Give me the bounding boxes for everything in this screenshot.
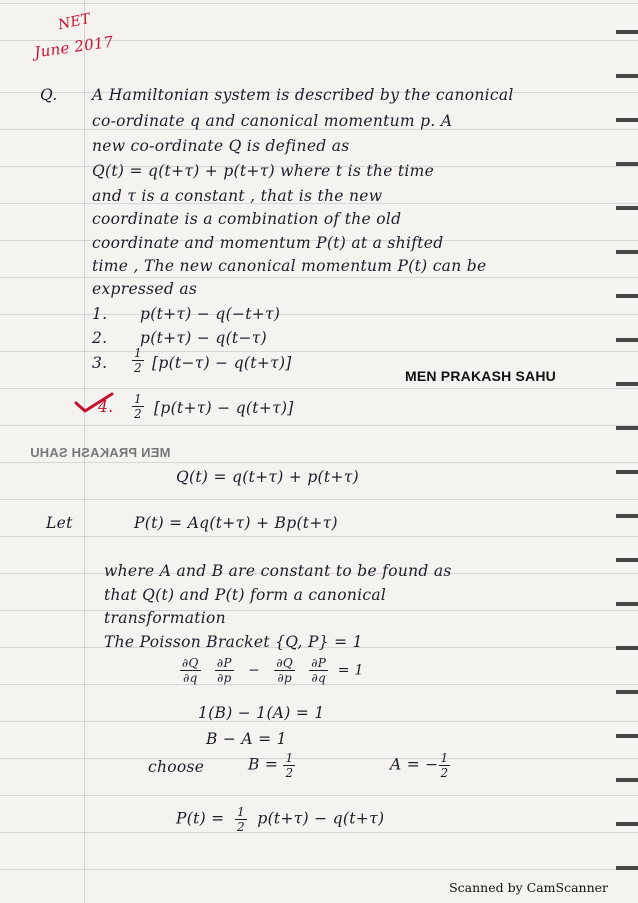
a-denominator: 2	[440, 766, 449, 780]
question-line: and τ is a constant , that is the new	[92, 187, 383, 205]
solution-text: transformation	[104, 609, 226, 627]
option-number: 3.	[92, 354, 108, 372]
solution-equation: P(t) = Aq(t+τ) + Bp(t+τ)	[134, 514, 338, 532]
poisson-bracket-line: The Poisson Bracket {Q, P} = 1	[104, 633, 363, 651]
question-line: A Hamiltonian system is described by the canonical	[92, 86, 514, 104]
option-text: [p(t+τ) − q(t+τ)]	[154, 399, 294, 417]
pd-denominator: ∂q	[183, 671, 198, 685]
option-text: p(t+τ) − q(−t+τ)	[140, 305, 281, 323]
header-net: NET	[56, 10, 93, 34]
pd-denominator: ∂p	[217, 671, 232, 685]
pd-denominator: ∂p	[277, 671, 292, 685]
choose-label: choose	[148, 758, 205, 776]
option-text: [p(t−τ) − q(t+τ)]	[152, 354, 292, 372]
pd-denominator: ∂q	[311, 671, 326, 685]
final-answer	[176, 805, 384, 834]
final-rhs: p(t+τ) − q(t+τ)	[257, 809, 385, 828]
scanner-watermark: Scanned by CamScanner	[449, 880, 608, 895]
b-denominator: 2	[285, 766, 294, 780]
option-number: 1.	[92, 305, 108, 323]
coef-numerator: 1	[134, 346, 142, 360]
pd-numerator: ∂Q	[276, 656, 294, 670]
question-line: co-ordinate q and canonical momentum p. A	[92, 112, 453, 130]
b-text: B =	[248, 755, 279, 774]
question-line: Q(t) = q(t+τ) + p(t+τ) where t is the time	[92, 162, 435, 180]
spiral-binding	[616, 0, 638, 903]
solution-text: that Q(t) and P(t) form a canonical	[104, 586, 387, 604]
pb-minus: −	[248, 662, 261, 679]
coef-denominator: 2	[134, 361, 142, 375]
solution-text: where A and B are constant to be found as	[104, 562, 452, 580]
question-line: expressed as	[92, 280, 198, 298]
final-numerator: 1	[236, 805, 245, 819]
a-value	[390, 751, 450, 780]
a-text: A = −	[390, 755, 439, 774]
pb-equals: = 1	[337, 662, 364, 679]
pd-numerator: ∂P	[311, 656, 327, 670]
pd-numerator: ∂Q	[182, 656, 199, 670]
mirrored-stamp: MEN PRAKASH SAHU	[30, 445, 171, 460]
option-coefficient	[132, 346, 144, 375]
solution-equation: 1(B) − 1(A) = 1	[198, 704, 325, 722]
question-line: coordinate and momentum P(t) at a shifted	[92, 234, 444, 252]
header-date: June 2017	[33, 32, 115, 62]
b-numerator: 1	[285, 751, 294, 765]
solution-equation: Q(t) = q(t+τ) + p(t+τ)	[176, 468, 359, 486]
pd-numerator: ∂P	[216, 656, 232, 670]
solution-equation: B − A = 1	[206, 730, 287, 748]
question-line: time , The new canonical momentum P(t) can be	[92, 257, 487, 275]
question-line: coordinate is a combination of the old	[92, 210, 402, 228]
option-number: 2.	[92, 329, 108, 347]
option-text: p(t+τ) − q(t−τ)	[140, 329, 267, 347]
question-line: new co-ordinate Q is defined as	[92, 137, 350, 155]
option-number-correct: 4.	[98, 398, 114, 416]
b-value	[248, 751, 295, 780]
coef-denominator: 2	[134, 407, 142, 421]
poisson-expression	[180, 656, 364, 685]
option-coefficient	[132, 392, 144, 421]
coef-numerator: 1	[134, 392, 142, 406]
a-numerator: 1	[440, 751, 449, 765]
author-stamp: MEN PRAKASH SAHU	[405, 368, 556, 384]
question-label: Q.	[40, 86, 58, 104]
let-label: Let	[46, 514, 73, 532]
final-lhs: P(t) =	[176, 809, 225, 828]
final-denominator: 2	[236, 820, 245, 834]
